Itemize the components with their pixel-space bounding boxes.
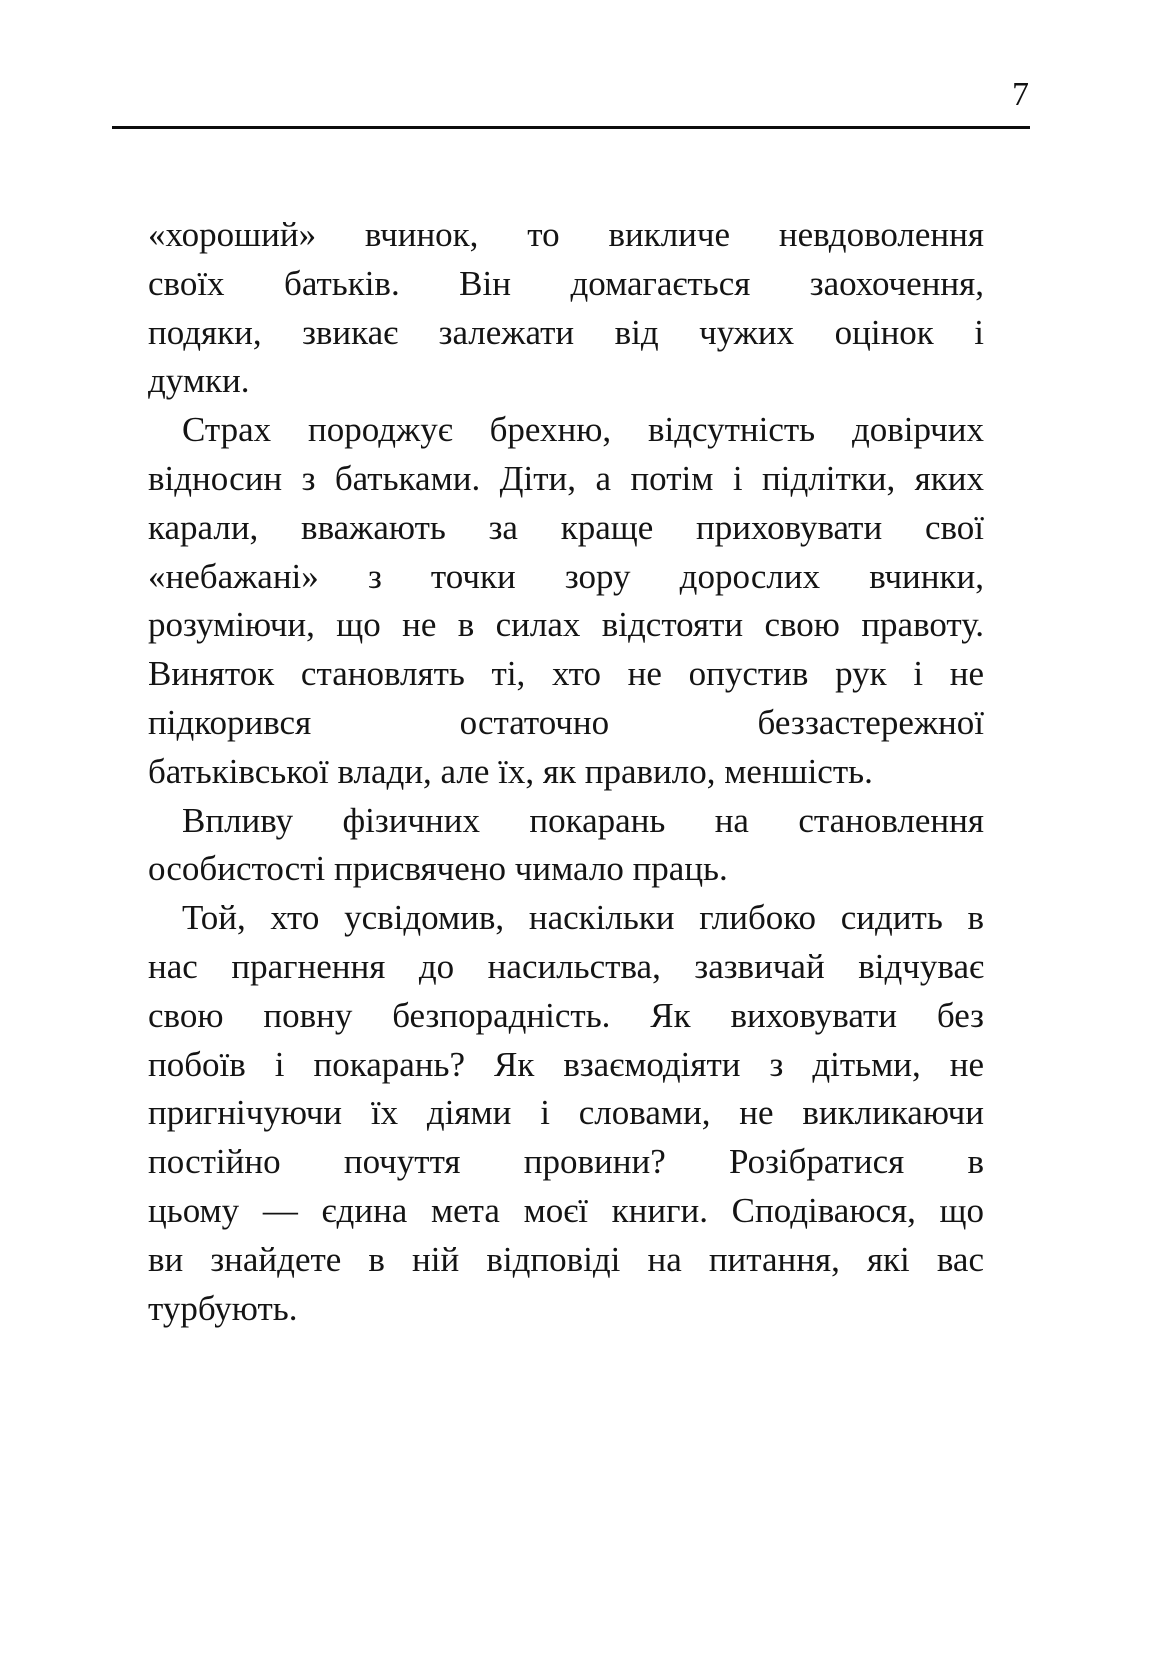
paragraph: [148, 894, 984, 1333]
text-line: пригнічуючи їх діями і словами, не викликаючи: [148, 1093, 984, 1133]
text-line: цьому — єдина мета моєї книги. Сподіваюся, що: [148, 1190, 984, 1230]
text-line: свою повну безпорадність. Як виховувати без: [148, 995, 984, 1035]
header-rule: [112, 126, 1030, 129]
text-line: підкорився остаточно беззастережної: [148, 702, 984, 742]
text-line: розуміючи, що не в силах відстояти свою правоту.: [148, 605, 984, 645]
page-number: 7: [1012, 76, 1030, 113]
text-line: батьківської влади, але їх, як правило, меншість.: [148, 751, 873, 791]
paragraph: [148, 406, 984, 796]
text-line: «хороший» вчинок, то викличе невдоволення: [148, 215, 984, 254]
text-line: ви знайдете в ній відповіді на питання, які вас: [148, 1239, 984, 1279]
text-line: турбують.: [148, 1288, 298, 1328]
text-line: своїх батьків. Він домагається заохочення,: [148, 263, 984, 303]
text-line: Виняток становлять ті, хто не опустив рук і не: [148, 654, 984, 694]
text-line: Той, хто усвідомив, наскільки глибоко сидить в: [182, 898, 984, 938]
text-line: карали, вважають за краще приховувати свої: [148, 507, 984, 547]
paragraph: [148, 211, 984, 406]
paragraph: [148, 797, 984, 895]
text-line: особистості присвячено чимало праць.: [148, 849, 728, 889]
text-line: побоїв і покарань? Як взаємодіяти з дітьми, не: [148, 1044, 984, 1084]
text-line: нас прагнення до насильства, зазвичай відчуває: [148, 946, 984, 986]
text-line: Страх породжує брехню, відсутність довірчих: [182, 410, 984, 450]
text-line: відносин з батьками. Діти, а потім і підлітки, яких: [148, 458, 984, 498]
text-line: думки.: [148, 361, 250, 401]
text-line: «небажані» з точки зору дорослих вчинки,: [148, 556, 984, 596]
text-line: подяки, звикає залежати від чужих оцінок і: [148, 312, 984, 352]
text-line: постійно почуття провини? Розібратися в: [148, 1142, 984, 1182]
text-block: [148, 211, 984, 1333]
text-line: Впливу фізичних покарань на становлення: [182, 800, 984, 840]
